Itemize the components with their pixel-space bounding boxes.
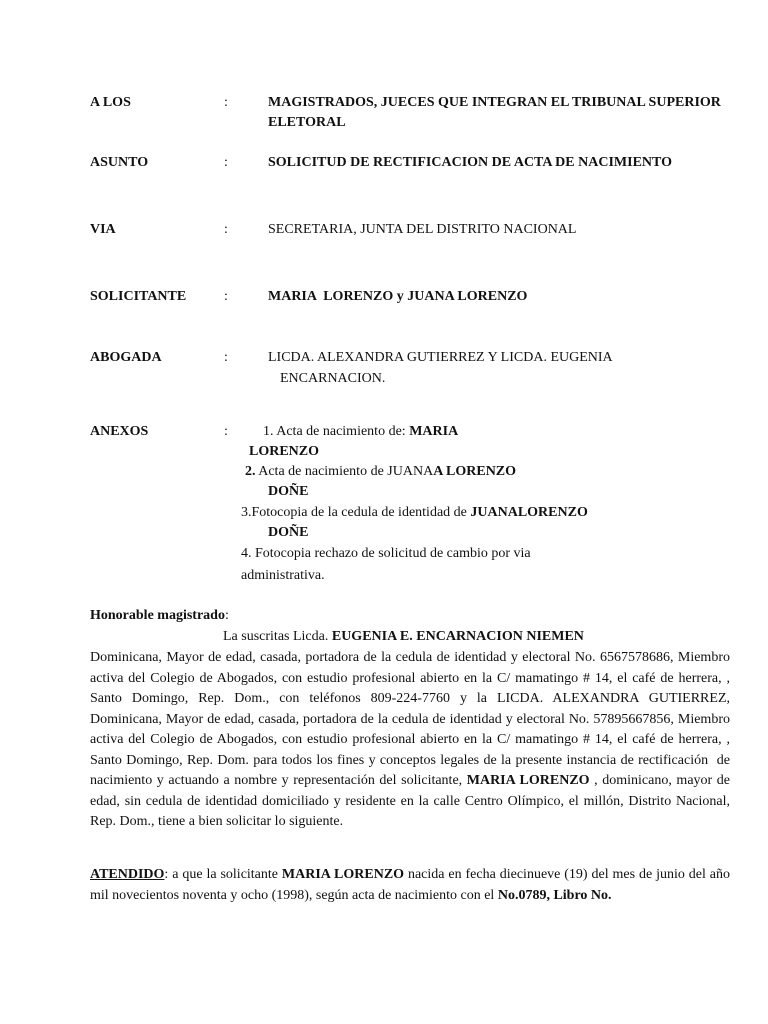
anexo-1-text: 1. Acta de nacimiento de: (263, 424, 410, 439)
colon: : (224, 424, 228, 439)
atendido-ref: No.0789, Libro No. (497, 888, 612, 903)
label-solicitante: SOLICITANTE (90, 289, 187, 304)
value-a-los: MAGISTRADOS, JUECES QUE INTEGRAN EL TRIBUNAL SUPERIOR ELETORAL (268, 95, 721, 130)
anexo-item-4-line2: administrativa. (241, 568, 325, 583)
colon: : (224, 155, 228, 170)
atendido-text2: nacida en fecha diecinueve (19) del mes de junio del año mil novecientos noventa y ocho (1998), según acta de nacimiento con el (90, 867, 730, 903)
atendido-name: MARIA LORENZO (281, 867, 405, 882)
anexo-1-name: MARIA (409, 424, 459, 439)
anexo-2-num: 2. (245, 464, 256, 479)
anexo-1-name-cont: LORENZO (249, 444, 320, 459)
intro-name: EUGENIA E. ENCARNACION NIEMEN (331, 629, 584, 644)
value-abogada-line2: ENCARNACION. (280, 371, 386, 386)
label-anexos: ANEXOS (90, 424, 149, 439)
anexo-item-2 (245, 462, 516, 482)
atendido-paragraph (90, 864, 730, 906)
intro-line (223, 627, 584, 647)
anexo-3-name-cont: DOÑE (268, 525, 309, 540)
anexo-item-3 (241, 503, 588, 523)
label-via: VIA (90, 222, 116, 237)
value-asunto: SOLICITUD DE RECTIFICACION DE ACTA DE NACIMIENTO (268, 155, 672, 170)
anexo-3-text: 3.Fotocopia de la cedula de identidad de (241, 505, 471, 520)
value-solicitante: MARIA LORENZO y JUANA LORENZO (268, 289, 528, 304)
intro-prefix: La suscritas Licda. (223, 629, 332, 644)
label-asunto: ASUNTO (90, 155, 149, 170)
anexo-item-4-line1: 4. Fotocopia rechazo de solicitud de cambio por via (241, 546, 531, 561)
label-a-los: A LOS (90, 95, 131, 110)
main-paragraph-part2: , dominicano, mayor de edad, sin cedula de identidad domiciliado y residente en la calle Centro Olímpico, el millón, Distrito Nacional, Rep. Dom., tiene a bien solicitar lo siguiente. (90, 773, 734, 829)
anexo-2-name-cont: DOÑE (268, 484, 309, 499)
colon: : (224, 222, 228, 237)
anexo-item-1 (263, 422, 458, 442)
atendido-label: ATENDIDO (90, 867, 165, 882)
main-paragraph-name: MARIA LORENZO (466, 773, 590, 788)
salutation (90, 606, 730, 626)
anexo-3-name: JUANALORENZO (470, 505, 588, 520)
value-abogada-line1: LICDA. ALEXANDRA GUTIERREZ Y LICDA. EUGENIA (268, 350, 613, 365)
anexo-2-name: A LORENZO (433, 464, 517, 479)
value-via: SECRETARIA, JUNTA DEL DISTRITO NACIONAL (268, 222, 577, 237)
main-paragraph-part1: Dominicana, Mayor de edad, casada, portadora de la cedula de identidad y electoral No. 6567578686, Miembro activa del Colegio de Abogados, con estudio profesional abierto en la C/ mamatingo # 14, el café de herrera, , Santo Domingo, Rep. Dom., con teléfonos 809-224-7760 y la LICDA. ALEXANDRA GUTIERREZ, Dominicana, Mayor de edad, casada, portadora de la cedula de identidad y electoral No. 57895667856, Miembro activa del Colegio de Abogados, con estudio profesional abierto en la C/ mamatingo # 14, el café de herrera, , Santo Domingo, Rep. Dom. para todos los fines y conceptos legales de la presente instancia de rectificación de nacimiento y actuando a nombre y representación del solicitante, (90, 650, 734, 788)
salutation-colon: : (224, 608, 229, 623)
colon: : (224, 289, 228, 304)
colon: : (224, 350, 228, 365)
salutation-text: Honorable magistrado (90, 608, 225, 623)
main-paragraph (90, 648, 734, 833)
label-abogada: ABOGADA (90, 350, 162, 365)
colon: : (224, 95, 228, 110)
atendido-text1: : a que la solicitante (164, 867, 282, 882)
anexo-2-text: Acta de nacimiento de JUANA (255, 464, 434, 479)
